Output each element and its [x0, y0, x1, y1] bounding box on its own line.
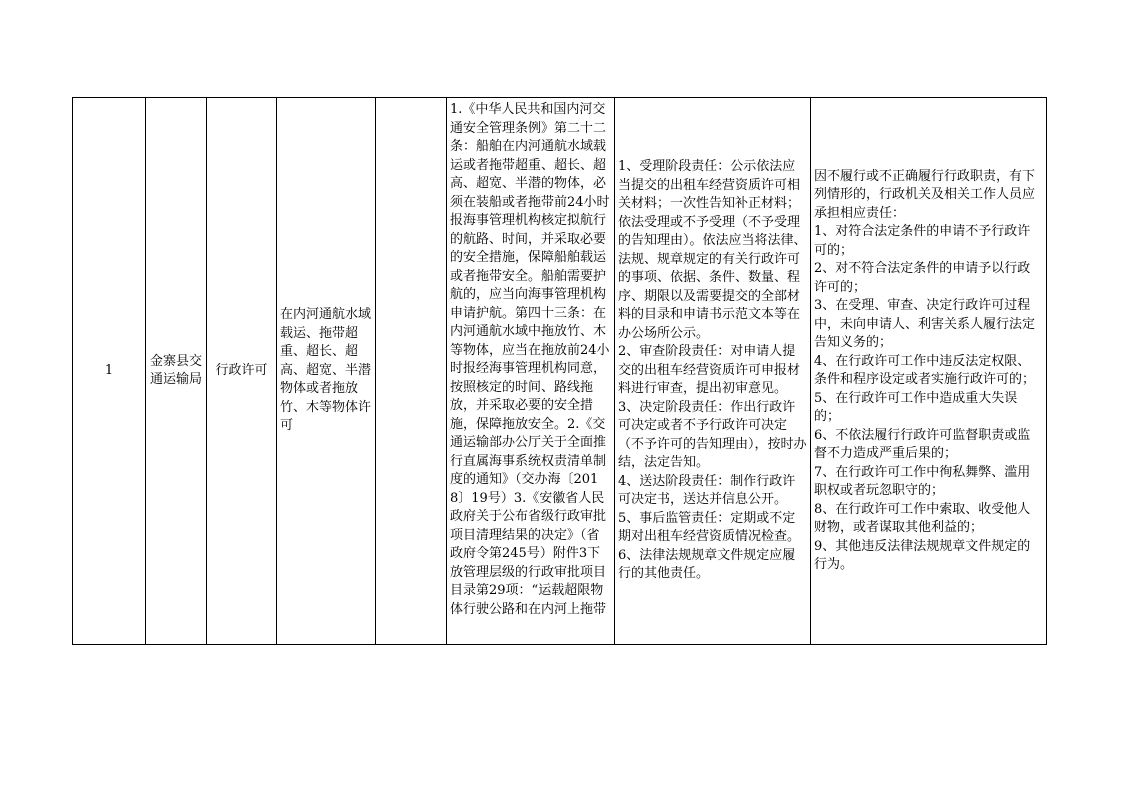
legal-basis-cell — [447, 98, 615, 645]
category-cell — [207, 98, 277, 645]
accountability-item: 5、在行政许可工作中造成重大失误的； — [814, 390, 1018, 424]
accountability-item: 6、不依法履行行政许可监督职责或监督不力造成严重后果的； — [814, 427, 1031, 461]
legal-basis: 1.《中华人民共和国内河交通安全管理条例》第二十二条：船舶在内河通航水域载运或者拖带超重、超长、超高、超宽、半潜的物体，必须在装船或者拖带前24小时报海事管理机构核定拟航行的航路、时间，并采取必要的安全措施，保障船舶载运或者拖带安全。船舶需要护航的，应当向海事管理机构申请护航。第四十三条：在内河通航水域中拖放竹、木等物体，应当在拖放前24小时报经海事管理机构同意，按照核定的时间、路线拖放，并采取必要的安全措施，保障拖放安全。2.《交通运输部办公厅关于全面推行直属海事系统权责清单制度的通知》（交办海〔2018〕19号）3.《安徽省人民政府关于公布省级行政审批项目清理结果的决定》（省政府令第245号）附件3下放管理层级的行政审批项目目录第29项：“运载超限物体行驶公路和在内河上拖带 — [450, 102, 610, 617]
accountability-item: 4、在行政许可工作中违反法定权限、条件和程序设定或者实施行政许可的； — [814, 353, 1036, 387]
responsibility-item: 1、受理阶段责任：公示依法应当提交的出租车经营资质许可相关材料；一次性告知补正材料；依法受理或不予受理（不予受理的告知理由）。依法应当将法律、法规、规章规定的有关行政许可的事项、依据、条件、数量、程序、期限以及需要提交的全部材料的目录和申请书示范文本等在办公场所公示。 — [618, 159, 807, 341]
item-name-cell — [277, 98, 376, 645]
responsibility-item: 4、送达阶段责任：制作行政许可决定书，送达并信息公开。 — [618, 473, 796, 508]
accountability-item: 2、对不符合法定条件的申请予以行政许可的； — [814, 261, 1031, 295]
category: 行政许可 — [215, 362, 268, 378]
responsibility-item: 3、决定阶段责任：作出行政许可决定或者不予行政许可决定（不予许可的告知理由），按时办结，法定告知。 — [618, 399, 807, 471]
accountability-item: 8、在行政许可工作中索取、收受他人财物，或者谋取其他利益的； — [814, 501, 1031, 535]
accountability-item: 7、在行政许可工作中徇私舞弊、滥用职权或者玩忽职守的； — [814, 464, 1031, 498]
responsibility-item: 6、法律法规规章文件规定应履行的其他责任。 — [618, 547, 796, 582]
responsibilities-cell — [615, 98, 811, 645]
accountability-cell — [811, 98, 1047, 645]
row-index-cell — [73, 98, 146, 645]
accountability-item: 3、在受理、审查、决定行政许可过程中，未向申请人、利害关系人履行法定告知义务的； — [814, 298, 1036, 350]
accountability-item: 因不履行或不正确履行行政职责，有下列情形的，行政机关及相关工作人员应承担相应责任： — [814, 168, 1036, 221]
power-list-table — [72, 97, 1047, 645]
table-row — [73, 98, 1047, 645]
accountability-item: 9、其他违反法律法规规章文件规定的行为。 — [814, 538, 1031, 572]
department: 金寨县交通运输局 — [149, 353, 202, 387]
department-cell — [146, 98, 207, 645]
responsibility-item: 2、审查阶段责任：对申请人提交的出租车经营资质许可申报材料进行审查，提出初审意见。 — [618, 344, 801, 397]
legal-basis-clip — [450, 98, 611, 643]
row-index: 1 — [104, 362, 114, 378]
item-name: 在内河通航水域载运、拖带超重、超长、超高、超宽、半潜物体或者拖放竹、木等物体许可 — [280, 307, 372, 434]
sub-item-cell — [376, 98, 447, 645]
responsibility-item: 5、事后监管责任：定期或不定期对出租车经营资质情况检查。 — [618, 510, 801, 545]
accountability-item: 1、对符合法定条件的申请不予行政许可的； — [814, 224, 1031, 258]
